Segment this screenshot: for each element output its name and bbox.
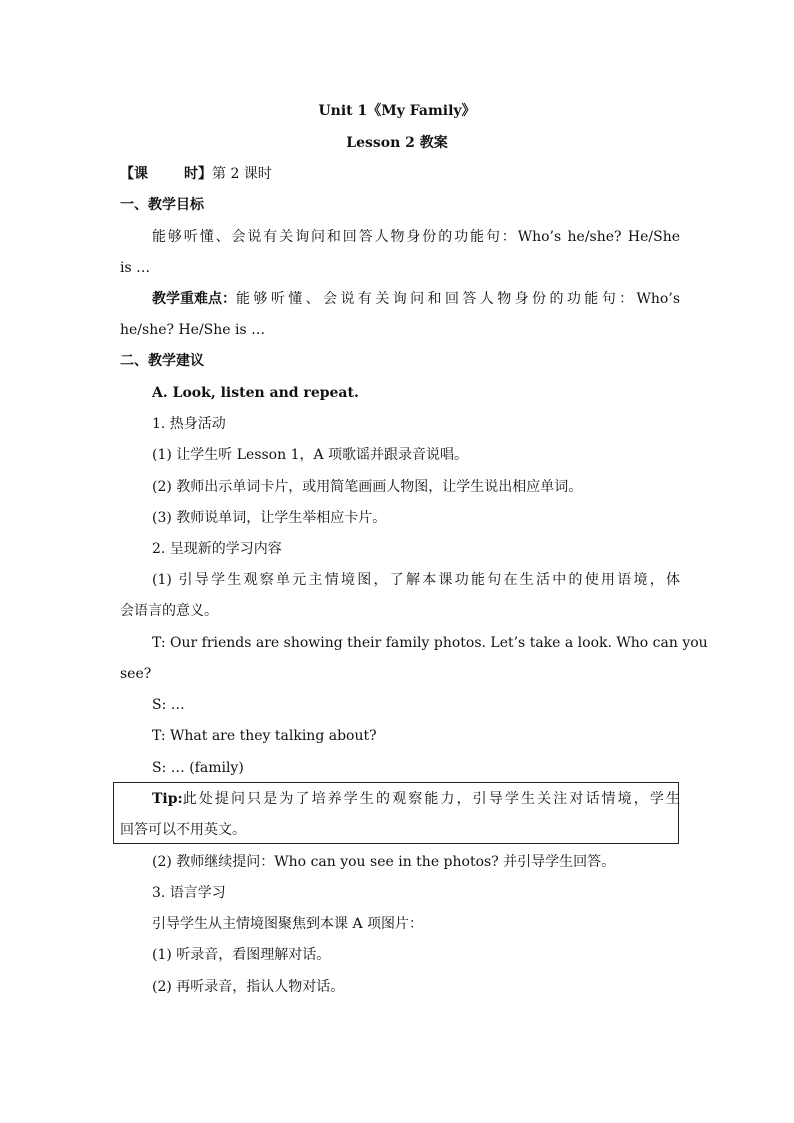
- lesson-time-label-right: 时】: [184, 166, 212, 182]
- tip-line-2: 回答可以不用英文。: [120, 822, 246, 838]
- key-points-label: 教学重难点：: [152, 291, 236, 307]
- step3-item-1: (1) 听录音，看图理解对话。: [152, 947, 331, 963]
- step1-item-3: (3) 教师说单词，让学生举相应卡片。: [152, 510, 387, 526]
- dialog-student-1: S: …: [152, 697, 185, 713]
- document-title: Unit 1《My Family》: [318, 103, 476, 119]
- key-points-line-2: he/she? He/She is …: [120, 322, 266, 338]
- dialog-student-2: S: … (family): [152, 760, 244, 776]
- step1-item-2: (2) 教师出示单词卡片，或用简笔画画人物图，让学生说出相应单词。: [152, 479, 583, 495]
- tip-label: Tip:: [152, 791, 183, 807]
- goal-line-1: 能够听懂、会说有关询问和回答人物身份的功能句：Who’s he/she? He/She: [152, 229, 680, 245]
- goal-line-2: is …: [120, 260, 151, 276]
- step2-item1-line-2: 会语言的意义。: [120, 603, 218, 619]
- lesson-time: [120, 164, 680, 184]
- tip-line-1: [152, 789, 680, 809]
- step1-item-1: (1) 让学生听 Lesson 1，A 项歌谣并跟录音说唱。: [152, 447, 469, 463]
- dialog-teacher-1-line-1: T: Our friends are showing their family photos. Let’s take a look. Who can you: [152, 635, 708, 651]
- step2-item1-line-1: (1) 引导学生观察单元主情境图，了解本课功能句在生活中的使用语境，体: [152, 572, 680, 588]
- step2-heading: 2. 呈现新的学习内容: [152, 541, 282, 557]
- key-points-text: 能够听懂、会说有关询问和回答人物身份的功能句：Who’s: [236, 291, 680, 307]
- section1-heading: 一、教学目标: [120, 197, 204, 213]
- step1-heading: 1. 热身活动: [152, 416, 226, 432]
- part-a-heading: A. Look, listen and repeat.: [152, 385, 359, 401]
- dialog-teacher-1-line-2: see?: [120, 666, 152, 682]
- key-points-line-1: [152, 289, 680, 309]
- document-subtitle: Lesson 2 教案: [346, 135, 448, 151]
- section2-heading: 二、教学建议: [120, 353, 204, 369]
- step3-intro: 引导学生从主情境图聚焦到本课 A 项图片：: [152, 916, 424, 932]
- tip-text: 此处提问只是为了培养学生的观察能力，引导学生关注对话情境，学生: [182, 791, 680, 807]
- dialog-teacher-2: T: What are they talking about?: [152, 728, 377, 744]
- lesson-time-label-left: 【课: [120, 166, 148, 182]
- lesson-time-value: 第 2 课时: [212, 166, 272, 182]
- step2-item-2: (2) 教师继续提问：Who can you see in the photos? 并引导学生回答。: [152, 854, 616, 870]
- step3-item-2: (2) 再听录音，指认人物对话。: [152, 979, 345, 995]
- step3-heading: 3. 语言学习: [152, 885, 226, 901]
